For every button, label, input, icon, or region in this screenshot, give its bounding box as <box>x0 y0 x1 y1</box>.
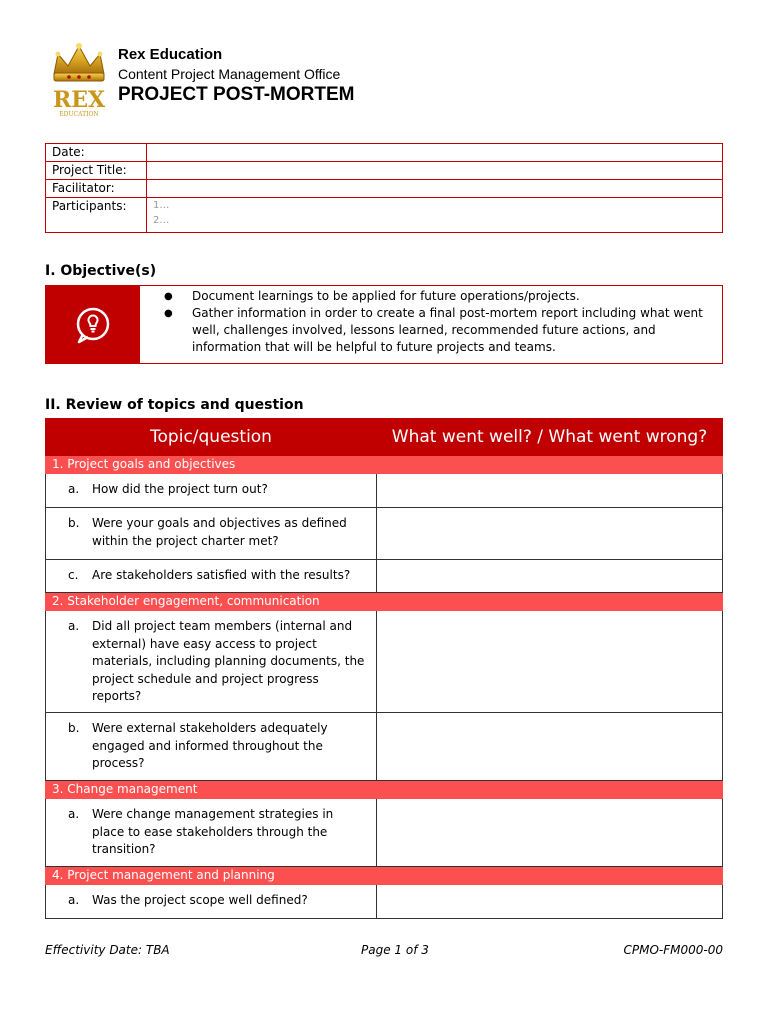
page-number: Page 1 of 3 <box>361 943 429 957</box>
objective-item: ● Document learnings to be applied for future operations/projects. <box>164 288 714 305</box>
question-cell <box>46 560 377 593</box>
document-header <box>118 46 354 107</box>
document-title: PROJECT POST-MORTEM <box>118 84 355 105</box>
category-row <box>46 781 723 799</box>
answer-cell[interactable] <box>377 508 723 560</box>
idea-bubble-icon <box>46 286 140 363</box>
facilitator-label: Facilitator: <box>46 180 147 198</box>
objectives-list <box>140 286 722 363</box>
project-info-table <box>45 143 723 233</box>
topic-column-header: Topic/question <box>46 419 377 456</box>
question-letter: a. <box>68 482 80 496</box>
question-row <box>46 713 723 781</box>
question-cell <box>46 611 377 713</box>
answer-cell[interactable] <box>377 799 723 867</box>
review-header-row <box>46 419 723 456</box>
review-table <box>45 418 723 919</box>
participants-label: Participants: <box>46 198 147 233</box>
svg-text:EDUCATION: EDUCATION <box>59 111 99 118</box>
date-field[interactable] <box>147 144 723 162</box>
category-row <box>46 593 723 611</box>
answer-cell[interactable] <box>377 474 723 508</box>
review-heading: II. Review of topics and question <box>45 397 304 413</box>
category-row <box>46 867 723 885</box>
category-title: 2. Stakeholder engagement, communication <box>46 593 723 611</box>
category-title: 4. Project management and planning <box>46 867 723 885</box>
question-text: Were your goals and objectives as defined within the project charter met? <box>92 516 347 548</box>
question-letter: a. <box>68 807 80 821</box>
objectives-heading: I. Objective(s) <box>45 263 157 279</box>
office-name: Content Project Management Office <box>118 66 341 82</box>
question-text: Was the project scope well defined? <box>92 893 308 907</box>
facilitator-field[interactable] <box>147 180 723 198</box>
question-text: Were external stakeholders adequately engaged and informed throughout the process? <box>92 721 328 770</box>
facilitator-row <box>46 180 723 198</box>
effectivity-date: Effectivity Date: TBA <box>45 943 170 957</box>
form-code: CPMO-FM000-00 <box>623 943 723 957</box>
question-row <box>46 560 723 593</box>
question-text: Are stakeholders satisfied with the results? <box>92 568 351 582</box>
participant-item: 2… <box>153 215 170 226</box>
participants-row <box>46 198 723 233</box>
question-row <box>46 885 723 919</box>
answer-cell[interactable] <box>377 560 723 593</box>
project-title-label: Project Title: <box>46 162 147 180</box>
question-cell <box>46 474 377 508</box>
question-letter: b. <box>68 516 80 530</box>
question-cell <box>46 713 377 781</box>
question-row <box>46 611 723 713</box>
category-row <box>46 456 723 474</box>
svg-text:REX: REX <box>52 87 106 113</box>
objective-item: ● Gather information in order to create a final post-mortem report including what went well, challenges involved, lessons learned, recommended future actions, and information that will be helpful to future projects and teams. <box>164 305 714 356</box>
question-letter: b. <box>68 721 80 735</box>
question-text: Did all project team members (internal and external) have easy access to project materials, including planning documents, the project schedule and project progress reports? <box>92 619 365 703</box>
objectives-box <box>45 285 723 364</box>
date-label: Date: <box>46 144 147 162</box>
question-letter: c. <box>68 568 79 582</box>
question-cell <box>46 508 377 560</box>
answer-column-header: What went well? / What went wrong? <box>377 419 723 456</box>
answer-cell[interactable] <box>377 885 723 919</box>
question-text: How did the project turn out? <box>92 482 268 496</box>
project-title-field[interactable] <box>147 162 723 180</box>
question-cell <box>46 885 377 919</box>
category-title: 3. Change management <box>46 781 723 799</box>
participant-item: 1… <box>153 200 170 211</box>
org-name: Rex Education <box>118 46 223 63</box>
question-text: Were change management strategies in place to ease stakeholders through the transition? <box>92 807 334 856</box>
rex-education-logo <box>44 40 114 118</box>
question-row <box>46 474 723 508</box>
category-title: 1. Project goals and objectives <box>46 456 723 474</box>
answer-cell[interactable] <box>377 713 723 781</box>
question-letter: a. <box>68 619 80 633</box>
date-row <box>46 144 723 162</box>
answer-cell[interactable] <box>377 611 723 713</box>
question-cell <box>46 799 377 867</box>
project-title-row <box>46 162 723 180</box>
question-letter: a. <box>68 893 80 907</box>
crown-icon <box>44 40 114 118</box>
participants-field[interactable] <box>147 198 723 233</box>
question-row <box>46 508 723 560</box>
question-row <box>46 799 723 867</box>
